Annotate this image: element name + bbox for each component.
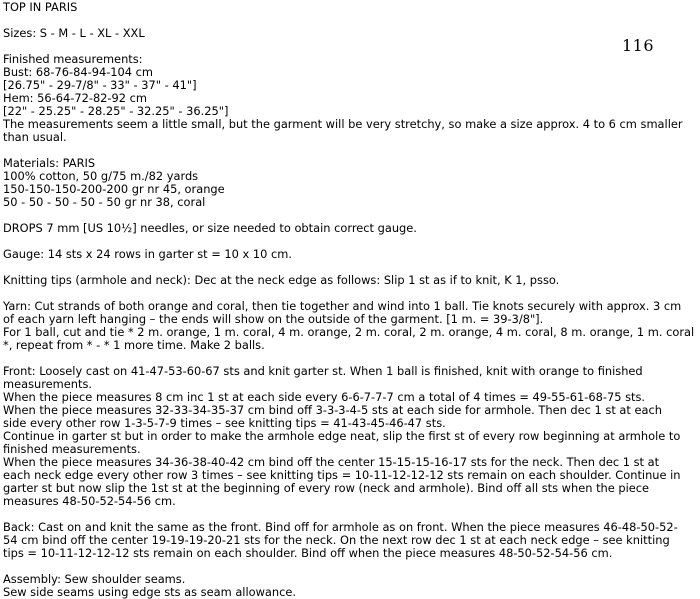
yarn-line-4: *, repeat from * - * 1 more time. Make 2 balls.	[3, 338, 265, 352]
assembly-line-1: Assembly: Sew shoulder seams.	[3, 572, 186, 586]
hem-cm: Hem: 56-64-72-82-92 cm	[3, 91, 148, 105]
pattern-document	[3, 1, 695, 599]
front-line-4: When the piece measures 32-33-34-35-37 cm bind off 3-3-3-4-5 sts at each side for armhole. Then dec 1 st at each	[3, 403, 662, 417]
front-line-2: measurements.	[3, 377, 93, 391]
front-line-6: Continue in garter st but in order to make the armhole edge neat, slip the first st of every row beginning at armhole to	[3, 429, 681, 443]
materials-section	[3, 157, 695, 209]
back-line-2: 54 cm bind off the center 19-19-19-20-21 sts for the neck. On the next row dec 1 st at each neck edge – see knitting	[3, 533, 670, 547]
materials-line-2: 150-150-150-200-200 gr nr 45, orange	[3, 182, 225, 196]
measurement-note-2: than usual.	[3, 130, 67, 144]
front-line-9: each neck edge every other row 3 times – see knitting tips = 10-11-12-12-12 sts remain on each shoulder. Continue in	[3, 468, 681, 482]
gauge-line: Gauge: 14 sts x 24 rows in garter st = 10 x 10 cm.	[3, 247, 292, 261]
page-number: 116	[622, 36, 655, 55]
finished-heading: Finished measurements:	[3, 52, 143, 66]
back-line-3: tips = 10-11-12-12-12 sts remain on each shoulder. Bind off when the piece measures 48-50-52-54-56 cm.	[3, 546, 613, 560]
sizes-line: Sizes: S - M - L - XL - XXL	[3, 26, 145, 40]
front-section	[3, 365, 695, 508]
materials-line-1: 100% cotton, 50 g/75 m./82 yards	[3, 169, 199, 183]
assembly-section	[3, 573, 695, 599]
materials-line-3: 50 - 50 - 50 - 50 - 50 gr nr 38, coral	[3, 195, 206, 209]
needles-line: DROPS 7 mm [US 10½] needles, or size needed to obtain correct gauge.	[3, 221, 417, 235]
yarn-line-3: For 1 ball, cut and tie * 2 m. orange, 1 m. coral, 4 m. orange, 2 m. coral, 2 m. orange, 4 m. coral, 8 m. orange, 1 m. coral	[3, 325, 695, 339]
back-line-1: Back: Cast on and knit the same as the front. Bind off for armhole as on front. When the piece measures 46-48-50-52-	[3, 520, 678, 534]
knitting-tips-line: Knitting tips (armhole and neck): Dec at the neck edge as follows: Slip 1 st as if to knit, K 1, psso.	[3, 273, 560, 287]
yarn-line-2: of each yarn left hanging – the ends will show on the outside of the garment. [1 m. = 39-3/8"].	[3, 312, 544, 326]
front-line-3: When the piece measures 8 cm inc 1 st at each side every 6-6-7-7-7 cm a total of 4 times = 49-55-61-68-75 sts.	[3, 390, 646, 404]
measurement-note-1: The measurements seem a little small, but the garment will be very stretchy, so make a size approx. 4 to 6 cm smaller	[3, 117, 683, 131]
assembly-line-2: Sew side seams using edge sts as seam allowance.	[3, 585, 297, 599]
back-section	[3, 521, 695, 560]
materials-heading: Materials: PARIS	[3, 156, 96, 170]
bust-cm: Bust: 68-76-84-94-104 cm	[3, 65, 154, 79]
front-line-8: When the piece measures 34-36-38-40-42 cm bind off the center 15-15-15-16-17 sts for the neck. Then dec 1 st at	[3, 455, 660, 469]
front-line-11: measures 48-50-52-54-56 cm.	[3, 494, 176, 508]
hem-in: [22" - 25.25" - 28.25" - 32.25" - 36.25"]	[3, 104, 229, 118]
yarn-line-1: Yarn: Cut strands of both orange and coral, then tie together and wind into 1 ball. Tie knots securely with approx. 3 cm	[3, 299, 682, 313]
finished-measurements-section	[3, 53, 695, 144]
bust-in: [26.75" - 29-7/8" - 33" - 37" - 41"]	[3, 78, 197, 92]
front-line-10: garter st but now slip the 1st st at the beginning of every row (neck and armhole). Bind off all sts when the piece	[3, 481, 650, 495]
front-line-5: side every other row 1-3-5-7-9 times – see knitting tips = 41-43-45-46-47 sts.	[3, 416, 446, 430]
pattern-title: TOP IN PARIS	[3, 0, 78, 14]
front-line-7: finished measurements.	[3, 442, 141, 456]
yarn-section	[3, 300, 695, 352]
front-line-1: Front: Loosely cast on 41-47-53-60-67 sts and knit garter st. When 1 ball is finished, knit with orange to finished	[3, 364, 643, 378]
